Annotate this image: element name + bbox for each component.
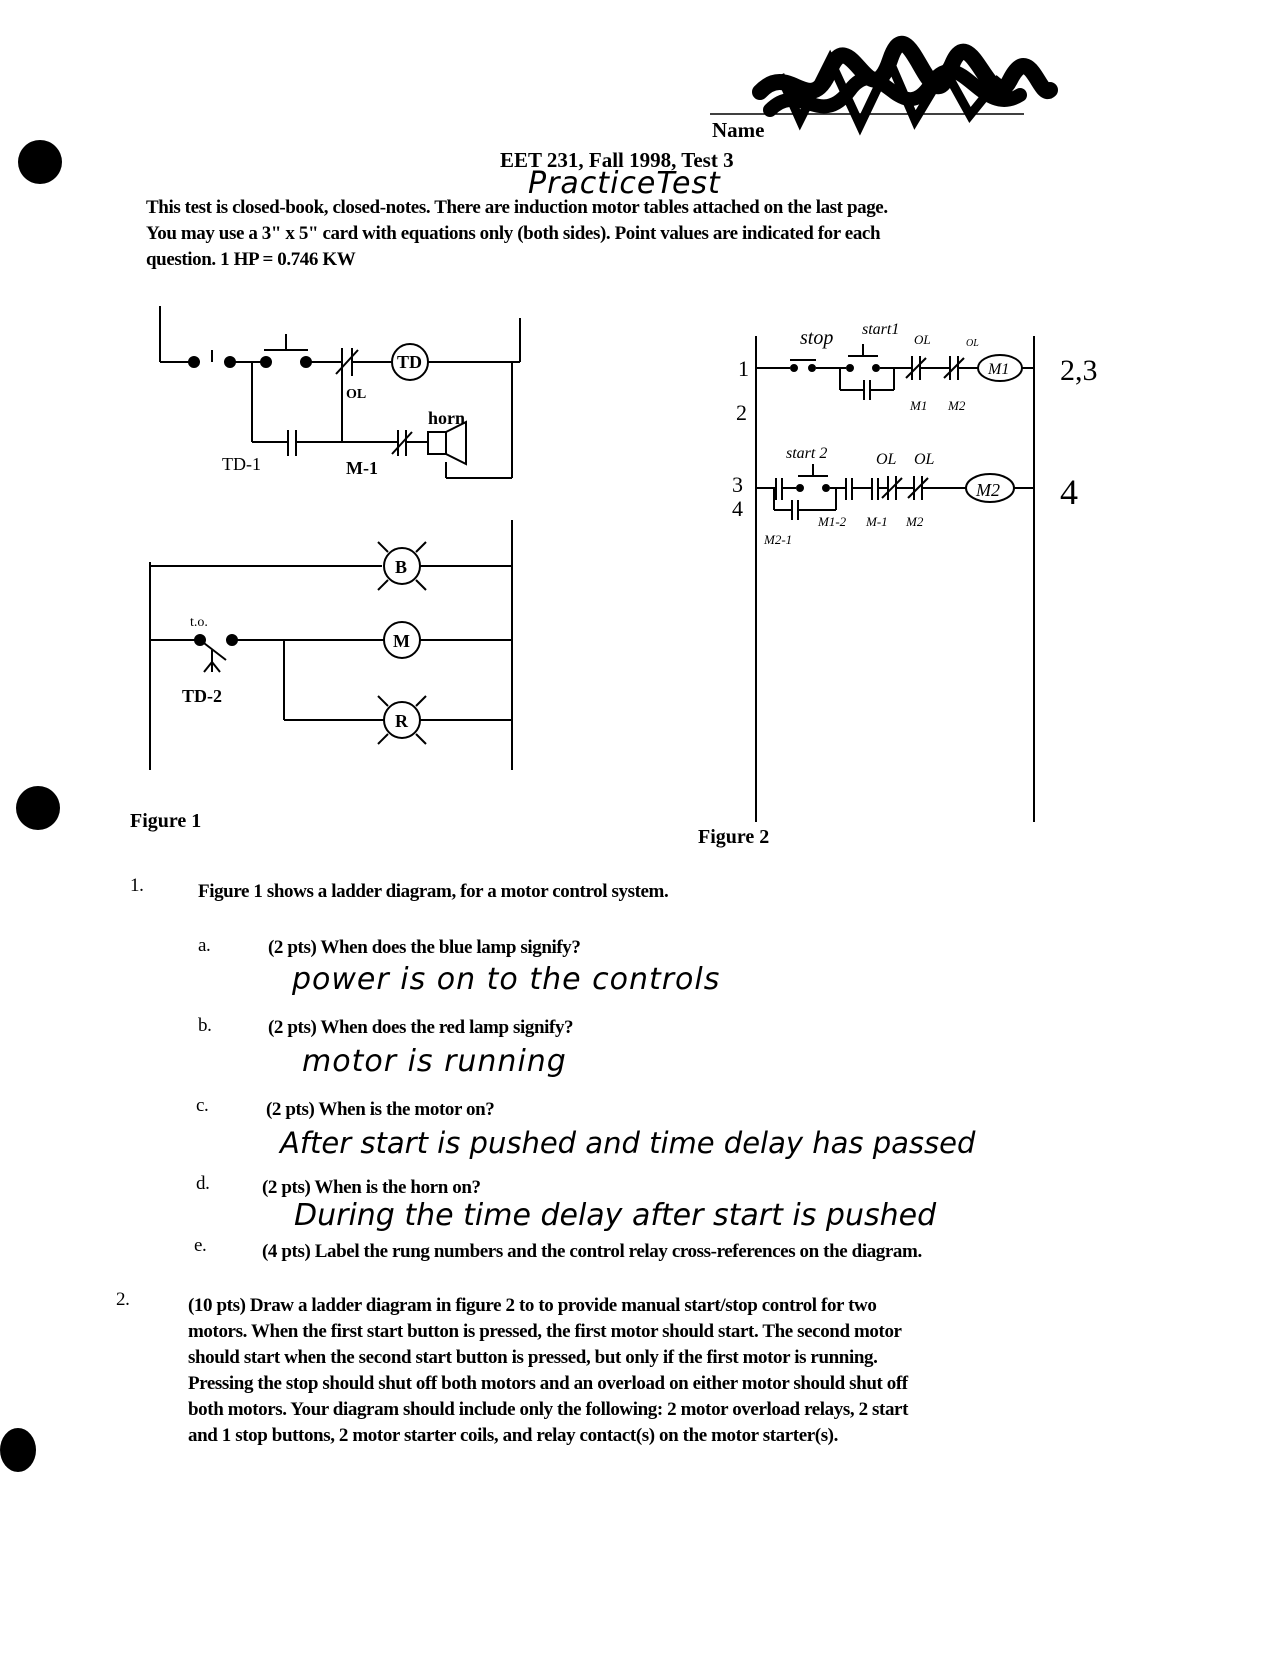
fig2-rung-4: 4 — [732, 496, 743, 521]
q2-line-4: Pressing the stop should shut off both motors and an overload on either motor should shut off — [188, 1373, 908, 1394]
q1b-answer: motor is running — [302, 1044, 567, 1079]
fig2-m-1-label: M-1 — [866, 514, 888, 529]
q1d-text: (2 pts) When is the horn on? — [262, 1177, 481, 1198]
figure-1-caption: Figure 1 — [130, 810, 202, 832]
instructions-line-1: This test is closed-book, closed-notes. There are induction motor tables attached on the last page. — [146, 197, 888, 218]
q2-line-2: motors. When the first start button is pressed, the first motor should start. The second motor — [188, 1321, 902, 1342]
q2-line-5: both motors. Your diagram should include only the following: 2 motor overload relays, 2 start — [188, 1399, 908, 1420]
fig2-xref-m2: 4 — [1060, 472, 1078, 512]
figure-2-caption: Figure 2 — [698, 826, 770, 848]
q2-line-6: and 1 stop buttons, 2 motor starter coils, and relay contact(s) on the motor starter(s). — [188, 1425, 838, 1446]
fig2-m2-b-label: M2 — [906, 514, 924, 529]
q1c-text: (2 pts) When is the motor on? — [266, 1099, 495, 1120]
fig2-ol-a-label: OL — [914, 332, 931, 347]
q1c-letter: c. — [196, 1095, 209, 1116]
instructions-line-2: You may use a 3" x 5" card with equations only (both sides). Point values are indicated for each — [146, 223, 881, 244]
q1d-answer: During the time delay after start is pushed — [294, 1198, 937, 1233]
fig2-stop-label: stop — [800, 327, 834, 349]
course-title: EET 231, Fall 1998, Test 3 — [500, 148, 734, 172]
q1d-letter: d. — [196, 1173, 210, 1194]
q1-number: 1. — [130, 875, 144, 896]
fig2-start1-label: start1 — [862, 321, 900, 338]
fig1-red-lamp-label: R — [395, 711, 408, 731]
q1e-text: (4 pts) Label the rung numbers and the control relay cross-references on the diagram. — [262, 1241, 922, 1262]
fig1-td2-label: TD-2 — [182, 686, 222, 706]
q1c-answer: After start is pushed and time delay has passed — [280, 1126, 976, 1160]
fig2-m1-contact-label: M1 — [910, 398, 928, 413]
fig2-rung-1: 1 — [738, 356, 749, 381]
q1a-text: (2 pts) When does the blue lamp signify? — [268, 937, 581, 958]
fig2-ol-b-label: OL — [966, 338, 979, 349]
fig2-m2-contact-label: M2 — [948, 398, 966, 413]
q1e-letter: e. — [194, 1235, 207, 1256]
fig2-rung-2: 2 — [736, 400, 747, 425]
fig1-horn-label: horn — [428, 408, 466, 428]
fig2-ol-d-label: OL — [914, 451, 935, 468]
fig2-start2-label: start 2 — [786, 445, 828, 462]
fig1-blue-lamp-label: B — [395, 557, 408, 577]
q1a-letter: a. — [198, 935, 211, 956]
practice-test-note: PracticeTest — [528, 166, 721, 201]
q1a-answer: power is on to the controls — [292, 962, 721, 997]
fig2-m2-1-label: M2-1 — [764, 532, 793, 547]
fig2-coil-m2-label: M2 — [976, 480, 1000, 500]
fig2-m1-2-label: M1-2 — [818, 514, 847, 529]
fig2-ol-c-label: OL — [876, 451, 897, 468]
q1b-text: (2 pts) When does the red lamp signify? — [268, 1017, 574, 1038]
fig2-coil-m1-label: M1 — [988, 361, 1010, 378]
fig2-xref-m1: 2,3 — [1060, 354, 1098, 387]
fig1-td-coil-label: TD — [397, 352, 423, 372]
name-label: Name — [712, 118, 765, 142]
q1b-letter: b. — [198, 1015, 212, 1036]
fig1-ol-label: OL — [346, 387, 367, 402]
q2-line-3: should start when the second start button is pressed, but only if the first motor is running. — [188, 1347, 878, 1368]
fig2-rung-3: 3 — [732, 472, 743, 497]
fig1-motor-label: M — [393, 631, 410, 651]
q1-text: Figure 1 shows a ladder diagram, for a motor control system. — [198, 881, 669, 902]
q2-line-1: (10 pts) Draw a ladder diagram in figure 2 to to provide manual start/stop control for two — [188, 1295, 877, 1316]
fig1-td1-label: TD-1 — [222, 454, 261, 474]
instructions-line-3: question. 1 HP = 0.746 KW — [146, 249, 356, 270]
q2-number: 2. — [116, 1289, 130, 1310]
fig1-timed-open-label: t.o. — [190, 615, 208, 630]
fig1-m1-label: M-1 — [346, 458, 378, 478]
